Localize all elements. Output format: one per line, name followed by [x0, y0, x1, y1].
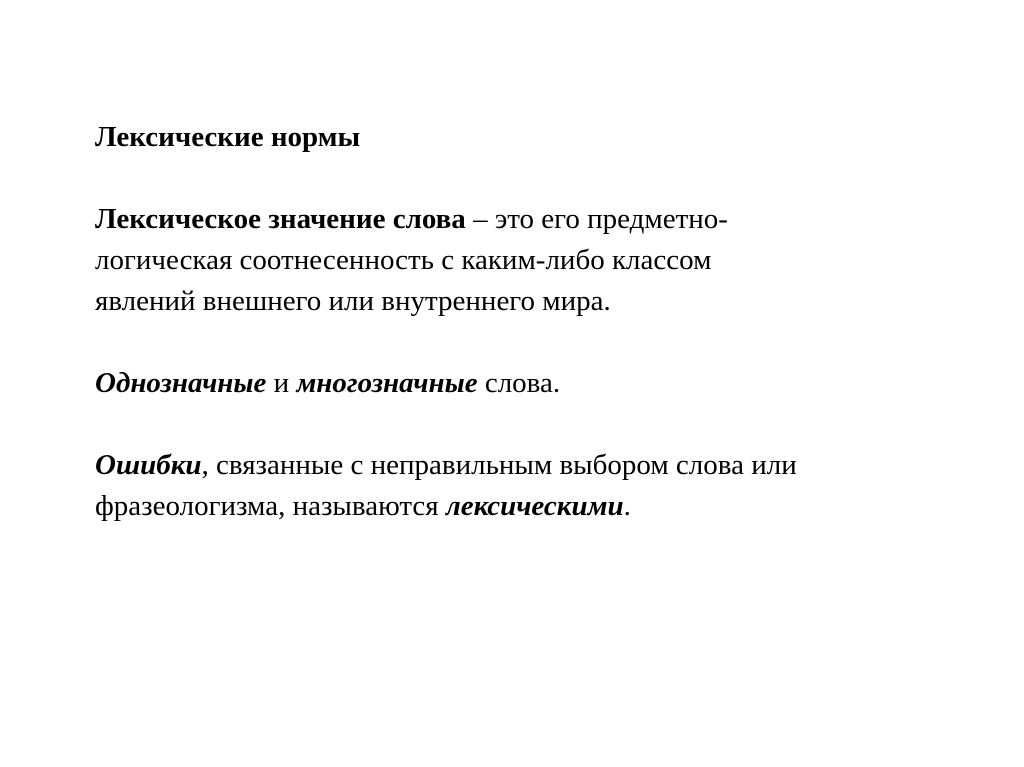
errors-text-1: , связанные с неправильным выбором слова или	[201, 449, 797, 481]
term-polysemous: многозначные	[296, 367, 478, 399]
errors-text-end: .	[623, 490, 631, 522]
term-lexical: лексическими	[445, 490, 624, 522]
errors-text-2: фразеологизма, называются	[95, 490, 446, 522]
word-types-rest: слова.	[477, 367, 561, 399]
definition-text-2: логическая соотнесенность с каким-либо классом	[95, 244, 712, 276]
slide-title: Лексические нормы	[95, 121, 361, 153]
definition-term: Лексическое значение слова	[95, 203, 466, 235]
definition-text-3: явлений внешнего или внутреннего мира.	[95, 285, 611, 317]
term-monosemous: Однозначные	[95, 367, 267, 399]
errors-paragraph	[95, 445, 975, 527]
word-types-joiner: и	[266, 367, 297, 399]
word-types-paragraph	[95, 363, 975, 404]
definition-text-1: – это его предметно-	[465, 203, 728, 235]
term-errors: Ошибки	[95, 449, 202, 481]
slide-content	[95, 117, 975, 527]
definition-paragraph	[95, 199, 975, 322]
